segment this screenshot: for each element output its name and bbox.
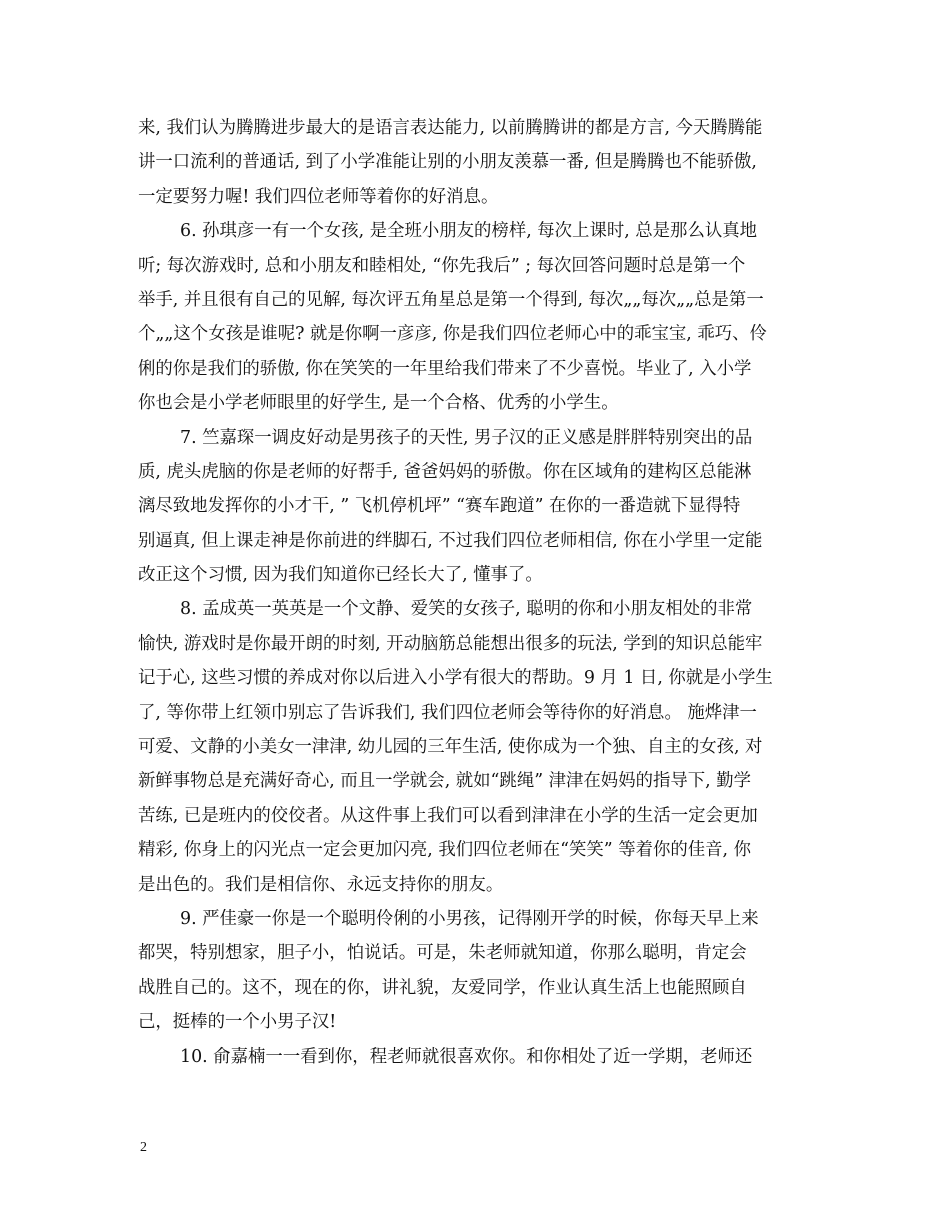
text-line: 来, 我们认为腾腾进步最大的是语言表达能力, 以前腾腾讲的都是方言, 今天腾腾能 xyxy=(138,118,763,138)
text-line: 己，挺棒的一个小男子汉! xyxy=(138,1012,337,1033)
text-line: 举手, 并且很有自己的见解, 每次评五角星总是第一个得到, 每次„„每次„„总是第一 xyxy=(138,289,764,310)
text-line: 新鲜事物总是充满好奇心, 而且一学就会, 就如“跳绳” 津津在妈妈的指导下, 勤学 xyxy=(138,771,751,792)
text-line: 记于心, 这些习惯的养成对你以后进入小学有很大的帮助。9 月 1 日, 你就是小学生 xyxy=(138,668,773,689)
text-line: 俐的你是我们的骄傲, 你在笑笑的一年里给我们带来了不少喜悦。毕业了, 入小学 xyxy=(138,358,752,379)
text-line: 听; 每次游戏时, 总和小朋友和睦相处, “你先我后” ; 每次回答问题时总是第一个 xyxy=(138,255,746,276)
text-line: 讲一口流利的普通话, 到了小学准能让别的小朋友羡慕一番, 但是腾腾也不能骄傲, xyxy=(138,152,757,173)
paragraph-start-line: 10. 俞嘉楠一一看到你，程老师就很喜欢你。和你相处了近一学期，老师还 xyxy=(180,1046,753,1067)
text-line: 改正这个习惯, 因为我们知道你已经长大了, 懂事了。 xyxy=(138,565,543,586)
text-line: 都哭，特别想家，胆子小，怕说话。可是，朱老师就知道，你那么聪明，肯定会 xyxy=(138,943,747,964)
text-line: 战胜自己的。这不，现在的你，讲礼貌，友爱同学，作业认真生活上也能照顾自 xyxy=(138,977,747,998)
text-line: 你也会是小学老师眼里的好学生, 是一个合格、优秀的小学生。 xyxy=(138,393,619,414)
text-line: 是出色的。我们是相信你、永远支持你的朋友。 xyxy=(138,874,504,895)
paragraph-start-line: 8. 孟成英一英英是一个文静、爱笑的女孩子, 聪明的你和小朋友相处的非常 xyxy=(180,599,753,620)
text-line: 苦练, 已是班内的佼佼者。从这件事上我们可以看到津津在小学的生活一定会更加 xyxy=(138,805,758,826)
paragraph-start-line: 6. 孙琪彦一有一个女孩, 是全班小朋友的榜样, 每次上课时, 总是那么认真地 xyxy=(180,221,758,242)
text-line: 漓尽致地发挥你的小才干, ” 飞机停机坪” “赛车跑道” 在你的一番造就下显得特 xyxy=(138,496,741,517)
paragraph-start-line: 9. 严佳豪一你是一个聪明伶俐的小男孩，记得刚开学的时候，你每天早上来 xyxy=(180,908,759,929)
text-line: 一定要努力喔! 我们四位老师等着你的好消息。 xyxy=(138,186,499,207)
text-line: 可爱、文静的小美女一津津, 幼儿园的三年生活, 使你成为一个独、自主的女孩, 对 xyxy=(138,737,763,758)
text-line: 愉快, 游戏时是你最开朗的时刻, 开动脑筋总能想出很多的玩法, 学到的知识总能牢 xyxy=(138,633,763,654)
text-line: 了, 等你带上红领巾别忘了告诉我们, 我们四位老师会等待你的好消息。 施烨津一 xyxy=(138,702,757,723)
text-line: 别逼真, 但上课走神是你前进的绊脚石, 不过我们四位老师相信, 你在小学里一定能 xyxy=(138,530,763,551)
text-line: 个„„这个女孩是谁呢? 就是你啊一彦彦, 你是我们四位老师心中的乖宝宝, 乖巧、伶 xyxy=(138,324,767,345)
text-line: 质, 虎头虎脑的你是老师的好帮手, 爸爸妈妈的骄傲。你在区域角的建构区总能淋 xyxy=(138,461,752,482)
text-line: 精彩, 你身上的闪光点一定会更加闪亮, 我们四位老师在“笑笑” 等着你的佳音, 你 xyxy=(138,840,751,861)
page-body-text xyxy=(138,111,813,1074)
paragraph-start-line: 7. 竺嘉琛一调皮好动是男孩子的天性, 男子汉的正义感是胖胖特别突出的品 xyxy=(180,427,753,448)
page-number: 2 xyxy=(140,1140,147,1155)
